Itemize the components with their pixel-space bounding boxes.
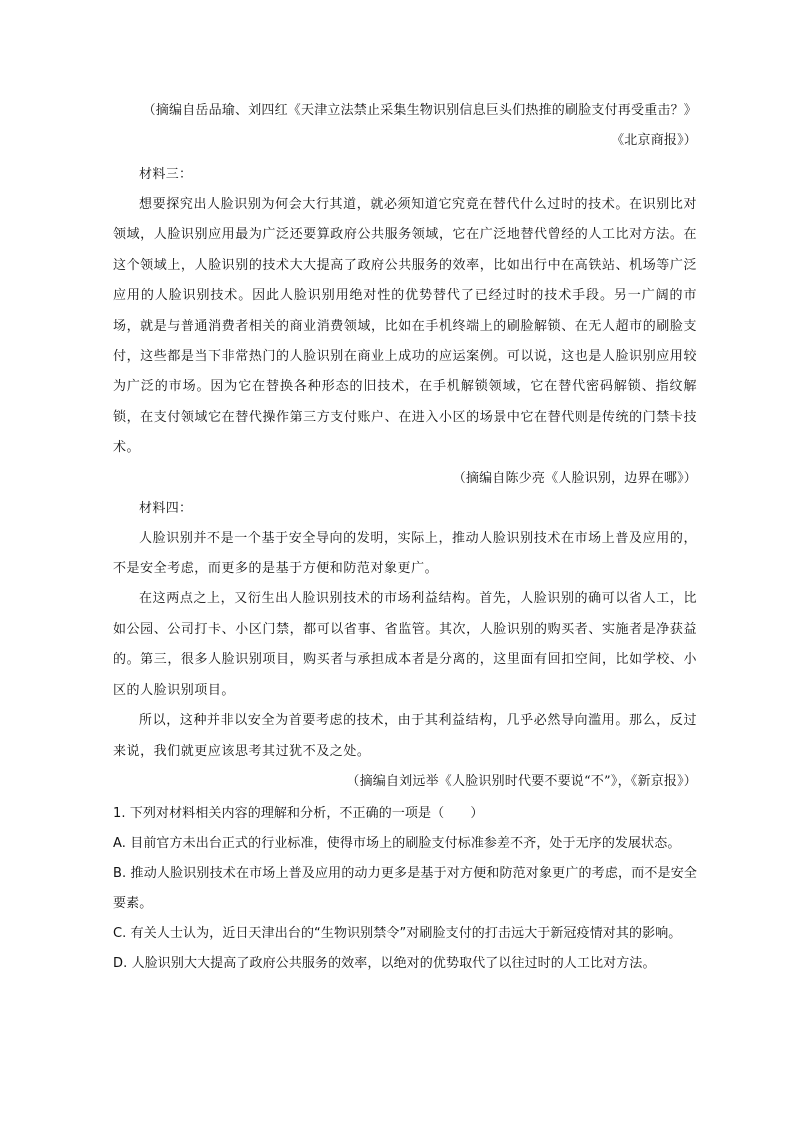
header-source-block [113, 96, 697, 156]
material-three-section [113, 160, 697, 494]
page-content [113, 96, 697, 979]
question-one-stem: 1. 下列对材料相关内容的理解和分析，不正确的一项是（ ） [113, 805, 484, 821]
header-source-line2: 《北京商报》） [611, 133, 697, 148]
question-one-option-a: A. 目前官方未出台正式的行业标准，使得市场上的刷脸支付标准参差不齐，处于无序的发展状态。 [113, 835, 681, 851]
material-four-paragraph-2: 在这两点之上，又衍生出人脸识别技术的市场利益结构。首先，人脸识别的确可以省人工，比如公园、公司打卡、小区门禁，都可以省事、省监管。其次，人脸识别的购买者、实施者是净获益的。第三，很多人脸识别项目，购买者与承担成本者是分离的，这里面有回扣空间，比如学校、小区的人脸识别项目。 [113, 591, 697, 698]
question-one-option-c: C. 有关人士认为，近日天津出台的“生物识别禁令”对刷脸支付的打击远大于新冠疫情对其的影响。 [113, 925, 682, 941]
material-four-section [113, 494, 697, 797]
material-four-paragraph-1: 人脸识别并不是一个基于安全导向的发明，实际上，推动人脸识别技术在市场上普及应用的，不是安全考虑，而更多的是基于方便和防范对象更广。 [113, 530, 697, 577]
material-four-paragraph-3: 所以，这种并非以安全为首要考虑的技术，由于其利益结构，几乎必然导向滥用。那么，反过来说，我们就更应该思考其过犹不及之处。 [113, 713, 697, 759]
question-one [113, 799, 697, 979]
material-three-source: （摘编自陈少亮《人脸识别，边界在哪》） [452, 470, 697, 486]
material-four-source: （摘编自刘远举《人脸识别时代要不要说“不”》，《新京报》） [346, 773, 697, 789]
material-four-title: 材料四： [139, 500, 193, 516]
material-three-paragraph: 想要探究出人脸识别为何会大行其道，就必须知道它究竟在替代什么过时的技术。在识别比对领域，人脸识别应用最为广泛还要算政府公共服务领域，它在广泛地替代曾经的人工比对方法。在这个领域上，人脸识别的技术大大提高了政府公共服务的效率，比如出行中在高铁站、机场等广泛应用的人脸识别技术。因此人脸识别用绝对性的优势替代了已经过时的技术手段。另一广阔的市场，就是与普通消费者相关的商业消费领域，比如在手机终端上的刷脸解锁、在无人超市的刷脸支付，这些都是当下非常热门的人脸识别在商业上成功的应运案例。可以说，这也是人脸识别应用较为广泛的市场。因为它在替换各种形态的旧技术，在手机解锁领域，它在替代密码解锁、指纹解锁，在支付领域它在替代操作第三方支付账户、在进入小区的场景中它在替代则是传统的门禁卡技术。 [113, 197, 697, 456]
material-three-title: 材料三： [139, 167, 193, 182]
question-one-option-d: D. 人脸识别大大提高了政府公共服务的效率，以绝对的优势取代了以往过时的人工比对方法。 [113, 955, 656, 971]
question-one-option-b: B. 推动人脸识别技术在市场上普及应用的动力更多是基于对方便和防范对象更广的考虑，而不是安全要素。 [113, 865, 697, 911]
header-source-line1: （摘编自岳品瑜、刘四红《天津立法禁止采集生物识别信息巨头们热推的刷脸支付再受重击？》 [142, 103, 697, 118]
